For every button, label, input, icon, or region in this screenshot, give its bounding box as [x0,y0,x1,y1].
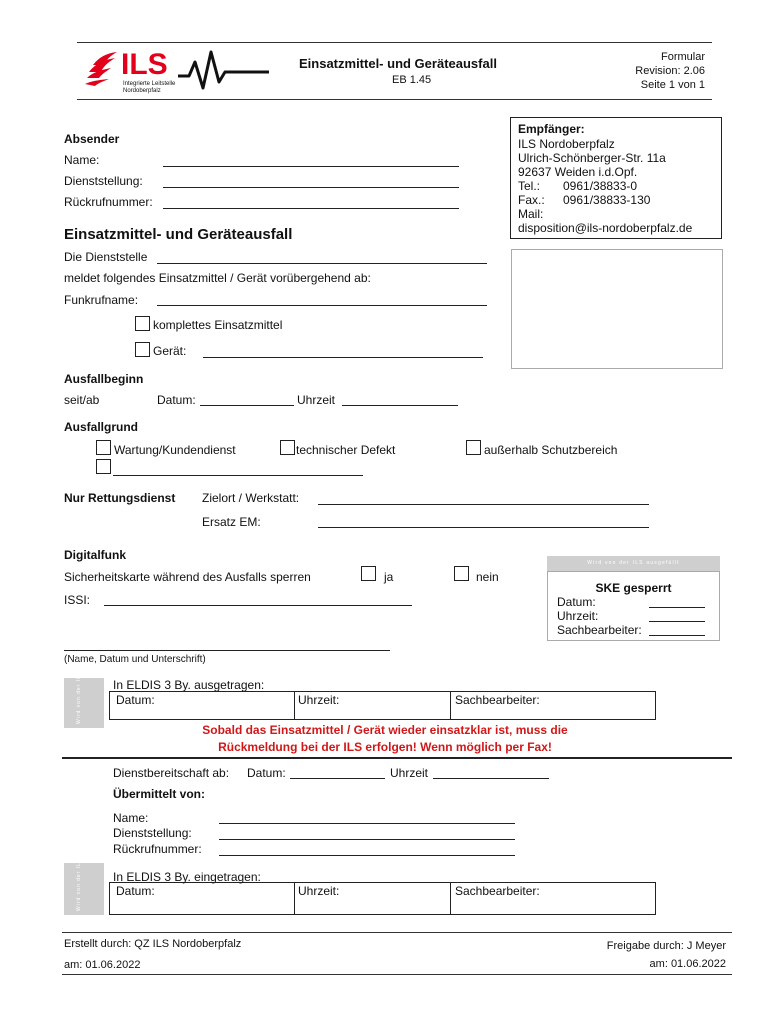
wartung-checkbox[interactable] [96,440,111,455]
ske-box [547,571,720,641]
eldis1-uhrzeit-label: Uhrzeit: [298,693,340,707]
footer-erstellt: Erstellt durch: QZ ILS Nordoberpfalz [64,938,242,950]
ske-uhrzeit-label: Uhrzeit: [557,609,599,623]
eldis2-uhrzeit-label: Uhrzeit: [298,884,340,898]
dienstbereit-uhrzeit-field[interactable] [433,778,549,779]
ersatz-label: Ersatz EM: [202,515,261,529]
absender-rueckruf-label: Rückrufnummer: [64,195,153,209]
empfaenger-fax-value: 0961/38833-130 [563,193,651,207]
logo-subtext-1: Integrierte Leitstelle [123,81,176,87]
ske-strip-text: Wird von der ILS ausgefüllt [587,560,680,566]
meldet-text: meldet folgendes Einsatzmittel / Gerät vorübergehend ab: [64,271,371,285]
eldis2-sachbearbeiter-label: Sachbearbeiter: [455,884,540,898]
footer-freigabe: Freigabe durch: J Meyer [606,940,726,952]
funkrufname-label: Funkrufname: [64,293,139,307]
ske-heading: SKE gesperrt [595,581,672,595]
uebermittelt-rueckruf-field[interactable] [219,855,515,856]
empfaenger-mail-label: Mail: [518,207,544,221]
dienstbereit-datum-label: Datum: [247,766,286,780]
eldis1-caption: In ELDIS 3 By. ausgetragen: [113,678,265,692]
funkrufname-field[interactable] [157,305,487,306]
page-title: Einsatzmittel- und Geräteausfall [299,56,497,71]
section-heading: Einsatzmittel- und Geräteausfall [64,226,293,243]
eldis1-table [109,691,656,720]
ske-datum-field[interactable] [649,607,705,608]
uebermittelt-name-field[interactable] [219,823,515,824]
eldis1-sachbearbeiter-label: Sachbearbeiter: [455,693,540,707]
empfaenger-heading: Empfänger: [518,122,585,136]
header-top-rule [77,42,712,43]
meta-formular: Formular [660,51,705,63]
uebermittelt-dienststellung-field[interactable] [219,839,515,840]
ersatz-field[interactable] [318,527,649,528]
ils-logo-flame-icon [83,48,273,96]
ausfallbeginn-uhrzeit-field[interactable] [342,405,458,406]
uebermittelt-heading: Übermittelt von: [113,787,206,801]
notice-line-1: Sobald das Einsatzmittel / Gerät wieder einsatzklar ist, muss die [202,723,568,737]
dienstbereit-uhrzeit-label: Uhrzeit [390,766,429,780]
schutzbereich-label: außerhalb Schutzbereich [484,443,618,457]
ske-uhrzeit-field[interactable] [649,621,705,622]
zielort-field[interactable] [318,504,649,505]
logo-text: ILS [121,48,168,81]
absender-rueckruf-field[interactable] [163,208,459,209]
footer-date-right: am: 01.06.2022 [649,958,726,970]
absender-dienststellung-label: Dienststellung: [64,174,143,188]
eldis1-divider-2 [450,692,451,719]
sonstiges-checkbox[interactable] [96,459,111,474]
ske-sachbearbeiter-label: Sachbearbeiter: [557,623,642,637]
rettungsdienst-heading: Nur Rettungsdienst [64,491,176,505]
eldis2-strip-text: Wird von der ILS ausgefüllt [76,823,82,911]
absender-name-field[interactable] [163,166,459,167]
header-bottom-rule [77,99,712,100]
eldis2-datum-label: Datum: [116,884,155,898]
komplett-label: komplettes Einsatzmittel [153,318,283,332]
dienstbereit-label: Dienstbereitschaft ab: [113,766,230,780]
digitalfunk-heading: Digitalfunk [64,548,126,562]
absender-heading: Absender [64,132,120,146]
eldis1-divider-1 [294,692,295,719]
eldis2-strip [64,823,104,915]
issi-label: ISSI: [64,593,91,607]
ske-datum-label: Datum: [557,595,596,609]
signature-caption: (Name, Datum und Unterschrift) [64,654,206,665]
eldis2-table [109,882,656,915]
ils-logo [83,48,273,96]
absender-dienststellung-field[interactable] [163,187,459,188]
geraet-checkbox[interactable] [135,342,150,357]
footer-bottom-rule [62,974,732,975]
empfaenger-box [510,117,722,239]
empfaenger-tel-label: Tel.: [518,179,541,193]
eldis2-divider-2 [450,883,451,914]
footer-top-rule [62,932,732,933]
empfaenger-line1: ILS Nordoberpfalz [518,137,615,151]
empfaenger-fax-label: Fax.: [518,193,545,207]
dienststelle-label: Die Dienststelle [64,250,148,264]
ja-label: ja [384,570,394,584]
ske-strip [547,556,720,571]
defekt-checkbox[interactable] [280,440,295,455]
ja-checkbox[interactable] [361,566,376,581]
eldis2-caption: In ELDIS 3 By. eingetragen: [113,870,261,884]
notice-separator [62,757,732,759]
meta-page: Seite 1 von 1 [640,79,705,91]
eldis2-divider-1 [294,883,295,914]
schutzbereich-checkbox[interactable] [466,440,481,455]
nein-checkbox[interactable] [454,566,469,581]
empfaenger-line2: Ulrich-Schönberger-Str. 11a [518,151,666,165]
issi-field[interactable] [104,605,412,606]
defekt-label: technischer Defekt [296,443,396,457]
form-meta [635,50,705,92]
ausfallgrund-heading: Ausfallgrund [64,420,138,434]
wartung-label: Wartung/Kundendienst [114,443,236,457]
ske-sachbearbeiter-field[interactable] [649,635,705,636]
empfaenger-mail-value: disposition@ils-nordoberpfalz.de [518,221,693,235]
meta-revision: Revision: 2.06 [635,65,705,77]
absender-name-label: Name: [64,153,100,167]
footer-date-left: am: 01.06.2022 [64,959,141,971]
form-code: EB 1.45 [392,74,432,86]
komplett-checkbox[interactable] [135,316,150,331]
ausfallbeginn-heading: Ausfallbeginn [64,372,144,386]
uebermittelt-rueckruf-label: Rückrufnummer: [113,842,202,856]
dienststelle-field[interactable] [157,263,487,264]
eldis1-strip-text: Wird von der ILS ausgefüllt [76,636,82,724]
geraet-label: Gerät: [153,344,187,358]
ausfallbeginn-datum-field[interactable] [200,405,294,406]
sonstiges-field[interactable] [113,475,363,476]
logo-subtext-2: Nordoberpfalz [123,88,161,94]
nein-label: nein [476,570,499,584]
ausfallbeginn-datum-label: Datum: [157,393,196,407]
uebermittelt-name-label: Name: [113,811,149,825]
signature-field[interactable] [64,650,390,651]
eldis1-datum-label: Datum: [116,693,155,707]
empfaenger-tel-value: 0961/38833-0 [563,179,638,193]
uebermittelt-dienststellung-label: Dienststellung: [113,826,192,840]
sperren-question: Sicherheitskarte während des Ausfalls sperren [64,570,311,584]
dienstbereit-datum-field[interactable] [290,778,385,779]
seit-label: seit/ab [64,393,100,407]
return-notice [0,722,770,756]
stamp-box [511,249,723,369]
zielort-label: Zielort / Werkstatt: [202,491,300,505]
empfaenger-line3: 92637 Weiden i.d.Opf. [518,165,638,179]
eldis1-strip [64,636,104,728]
notice-line-2: Rückmeldung bei der ILS erfolgen! Wenn möglich per Fax! [218,740,552,754]
geraet-field[interactable] [203,357,483,358]
ausfallbeginn-uhrzeit-label: Uhrzeit [297,393,336,407]
